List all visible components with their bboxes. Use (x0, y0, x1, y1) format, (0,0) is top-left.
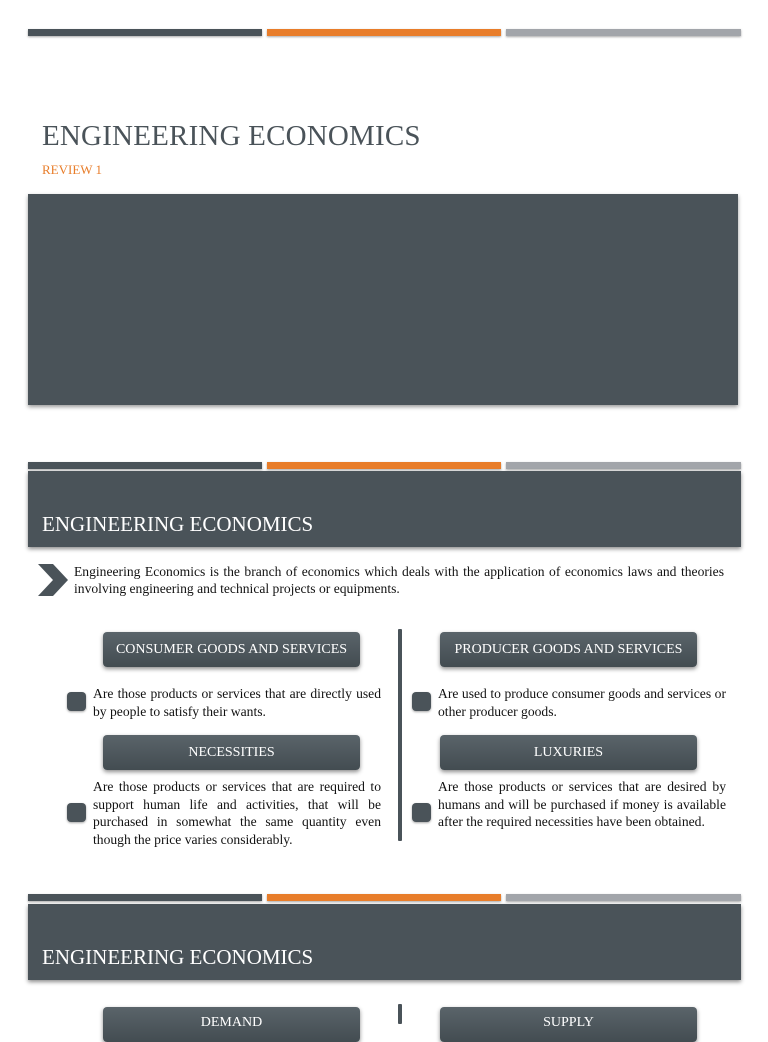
slide1-accent-bars (28, 29, 741, 36)
luxuries-text: Are those products or services that are desired by humans and will be purchased if money is available after the required necessities have been obtained. (438, 779, 726, 829)
slide3-header (28, 904, 741, 980)
demand-heading: DEMAND (103, 1007, 360, 1042)
consumer-goods-heading: CONSUMER GOODS AND SERVICES (103, 632, 360, 667)
accent-bar-dark (28, 894, 262, 901)
column-divider (398, 629, 402, 841)
accent-bar-grey (506, 29, 741, 36)
square-bullet-icon (67, 803, 86, 822)
slide1-content-panel (28, 194, 738, 405)
accent-bar-grey (506, 462, 741, 469)
producer-goods-heading: PRODUCER GOODS AND SERVICES (440, 632, 697, 667)
necessities-heading: NECESSITIES (103, 735, 360, 770)
consumer-goods-text: Are those products or services that are directly used by people to satisfy their wants. (93, 686, 381, 719)
producer-goods-text: Are used to produce consumer goods and services or other producer goods. (438, 686, 726, 719)
slide1-subtitle: REVIEW 1 (42, 162, 103, 177)
accent-bar-orange (267, 29, 501, 36)
intro-paragraph: Engineering Economics is the branch of economics which deals with the application of economics laws and theories involving engineering and technical projects or equipments. (74, 564, 724, 596)
necessities-text: Are those products or services that are required to support human life and activities, that will be purchased in somewhat the same quantity even though the price varies considerably. (93, 779, 381, 847)
slide2-header (28, 471, 741, 547)
supply-heading: SUPPLY (440, 1007, 697, 1042)
accent-bar-grey (506, 894, 741, 901)
accent-bar-orange (267, 894, 501, 901)
square-bullet-icon (67, 692, 86, 711)
slide2-title: ENGINEERING ECONOMICS (42, 512, 314, 536)
square-bullet-icon (412, 692, 431, 711)
column-divider (398, 1004, 402, 1024)
slide1-title: ENGINEERING ECONOMICS (42, 120, 421, 152)
luxuries-heading: LUXURIES (440, 735, 697, 770)
slide2-accent-bars (28, 462, 741, 469)
accent-bar-dark (28, 29, 262, 36)
chevron-right-icon (36, 562, 70, 598)
slide3-accent-bars (28, 894, 741, 901)
accent-bar-orange (267, 462, 501, 469)
square-bullet-icon (412, 803, 431, 822)
slide3-title: ENGINEERING ECONOMICS (42, 945, 314, 969)
accent-bar-dark (28, 462, 262, 469)
